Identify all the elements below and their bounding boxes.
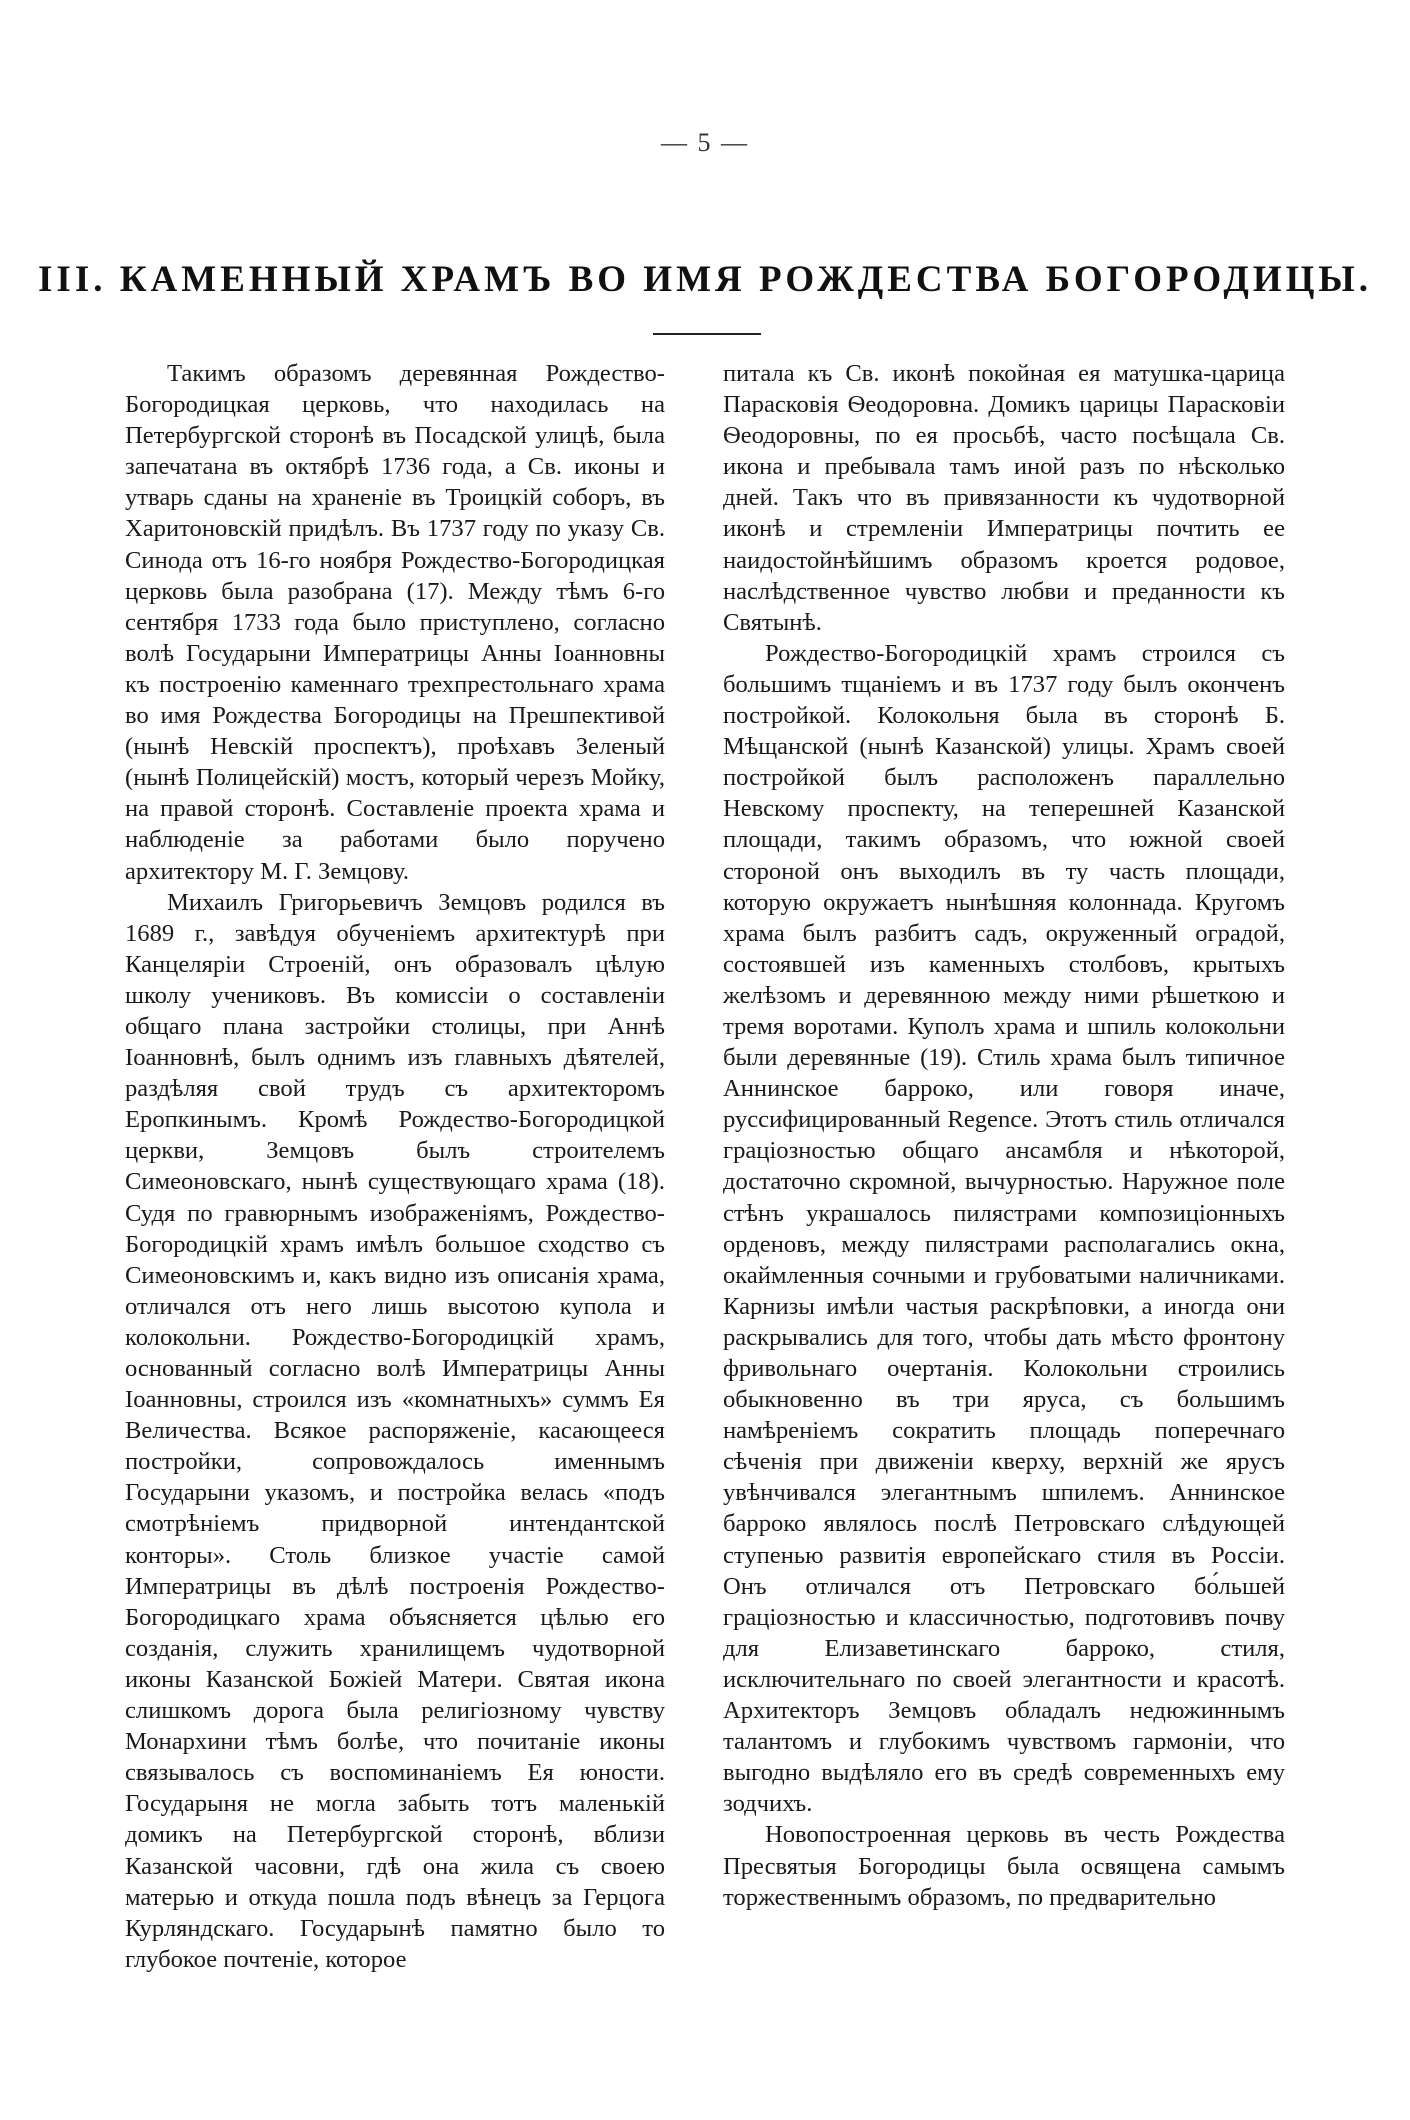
left-column <box>125 358 665 1975</box>
chapter-heading: III. КАМЕННЫЙ ХРАМЪ ВО ИМЯ РОЖДЕСТВА БОГОРОДИЦЫ. <box>38 259 1372 300</box>
paragraph: Новопостроенная церковь въ честь Рождества Пресвятыя Богородицы была освящена самымъ торжественнымъ образомъ, по предварительно <box>723 1821 1285 1911</box>
heading-divider <box>653 333 761 335</box>
page-number: — 5 — <box>661 128 749 157</box>
paragraph-continued: питала къ Св. иконѣ покойная ея матушка-царица Парасковія Ѳеодоровна. Домикъ царицы Парасковіи Ѳеодоровны, по ея просьбѣ, часто посѣщала Св. икона и пребывала тамъ иной разъ по нѣсколько дней. Такъ что въ привязанности къ чудотворной иконѣ и стремленіи Императрицы почтить ее наидостойнѣйшимъ образомъ кроется родовое, наслѣдственное чувство любви и преданности къ Святынѣ. <box>723 360 1285 636</box>
paragraph: Рождество-Богородицкій храмъ строился съ большимъ тщаніемъ и въ 1737 году былъ оконченъ постройкой. Колокольня была въ сторонѣ Б. Мѣщанской (нынѣ Казанской) улицы. Храмъ своей постройкой былъ расположенъ параллельно Невскому проспекту, на теперешней Казанской площади, такимъ образомъ, что южной своей стороной онъ выходилъ въ ту часть площади, которую окружаетъ нынѣшняя колоннада. Кругомъ храма былъ разбитъ садъ, окруженный оградой, состоявшей изъ каменныхъ столбовъ, крытыхъ желѣзомъ и деревянною между ними рѣшеткою и тремя воротами. Куполъ храма и шпиль колокольни были деревянные (19). Стиль храма былъ типичное Аннинское барроко, или говоря иначе, руссифицированный Regence. Этотъ стиль отличался граціозностью общаго ансамбля и нѣкоторой, достаточно скромной, вычурностью. Наружное поле стѣнъ украшалось пилястрами композиціонныхъ орденовъ, между пилястрами располагались окна, окаймленныя сочными и грубоватыми наличниками. Карнизы имѣли частыя раскрѣповки, а иногда они раскрывались для того, чтобы дать мѣсто фронтону фривольнаго очертанія. Колокольни строились обыкновенно въ три яруса, съ большимъ намѣреніемъ сократить площадь поперечнаго сѣченія при движеніи кверху, верхній же ярусъ увѣнчивался элегантнымъ шпилемъ. Аннинское барроко являлось послѣ Петровскаго слѣдующей ступенью развитія европейскаго стиля въ Россіи. Онъ отличался отъ Петровскаго бо́льшей граціозностью и классичностью, подготовивъ почву для Елизаветинскаго барроко, стиля, исключительнаго по своей элегантности и красотѣ. Архитекторъ Земцовъ обладалъ недюжиннымъ талантомъ и глубокимъ чувствомъ гармоніи, что выгодно выдѣляло его въ средѣ современныхъ ему зодчихъ. <box>723 639 1285 1818</box>
paragraph: Михаилъ Григорьевичъ Земцовъ родился въ 1689 г., завѣдуя обученіемъ архитектурѣ при Канцеляріи Строеній, онъ образовалъ цѣлую школу учениковъ. Въ комиссіи о составленіи общаго плана застройки столицы, при Аннѣ Іоанновнѣ, былъ однимъ изъ главныхъ дѣятелей, раздѣляя свой трудъ съ архитекторомъ Еропкинымъ. Кромѣ Рождество-Богородицкой церкви, Земцовъ былъ строителемъ Симеоновскаго, нынѣ существующаго храма (18). Судя по гравюрнымъ изображеніямъ, Рождество-Богородицкій храмъ имѣлъ большое сходство съ Симеоновскимъ и, какъ видно изъ описанія храма, отличался отъ него лишь высотою купола и колокольни. Рождество-Богородицкій храмъ, основанный согласно волѣ Императрицы Анны Іоанновны, строился изъ «комнатныхъ» суммъ Ея Величества. Всякое распоряженіе, касающееся постройки, сопровождалось именнымъ Государыни указомъ, и постройка велась «подъ смотрѣніемъ придворной интендантской конторы». Столь близкое участіе самой Императрицы въ дѣлѣ построенія Рождество-Богородицкаго храма объясняется цѣлью его созданія, служить хранилищемъ чудотворной иконы Казанской Божіей Матери. Святая икона слишкомъ дорога была религіозному чувству Монархини тѣмъ болѣе, что почитаніе иконы связывалось съ воспоминаніемъ Ея юности. Государыня не могла забыть тотъ маленькій домикъ на Петербургской сторонѣ, вблизи Казанской часовни, гдѣ она жила съ своею матерью и откуда пошла подъ вѣнецъ за Герцога Курляндскаго. Государынѣ памятно было то глубокое почтеніе, которое <box>125 888 665 1973</box>
paragraph: Такимъ образомъ деревянная Рождество-Богородицкая церковь, что находилась на Петербургской сторонѣ въ Посадской улицѣ, была запечатана въ октябрѣ 1736 года, а Св. иконы и утварь сданы на храненіе въ Троицкій соборъ, въ Харитоновскій придѣлъ. Въ 1737 году по указу Св. Синода отъ 16-го ноября Рождество-Богородицкая церковь была разобрана (17). Между тѣмъ 6-го сентября 1733 года было приступлено, согласно волѣ Государыни Императрицы Анны Іоанновны къ построенію каменнаго трехпрестольнаго храма во имя Рождества Богородицы на Прешпективой (нынѣ Невскій проспектъ), проѣхавъ Зеленый (нынѣ Полицейскій) мостъ, который черезъ Мойку, на правой сторонѣ. Составленіе проекта храма и наблюденіе за работами было поручено архитектору М. Г. Земцову. <box>125 360 665 885</box>
right-column <box>723 358 1285 1913</box>
